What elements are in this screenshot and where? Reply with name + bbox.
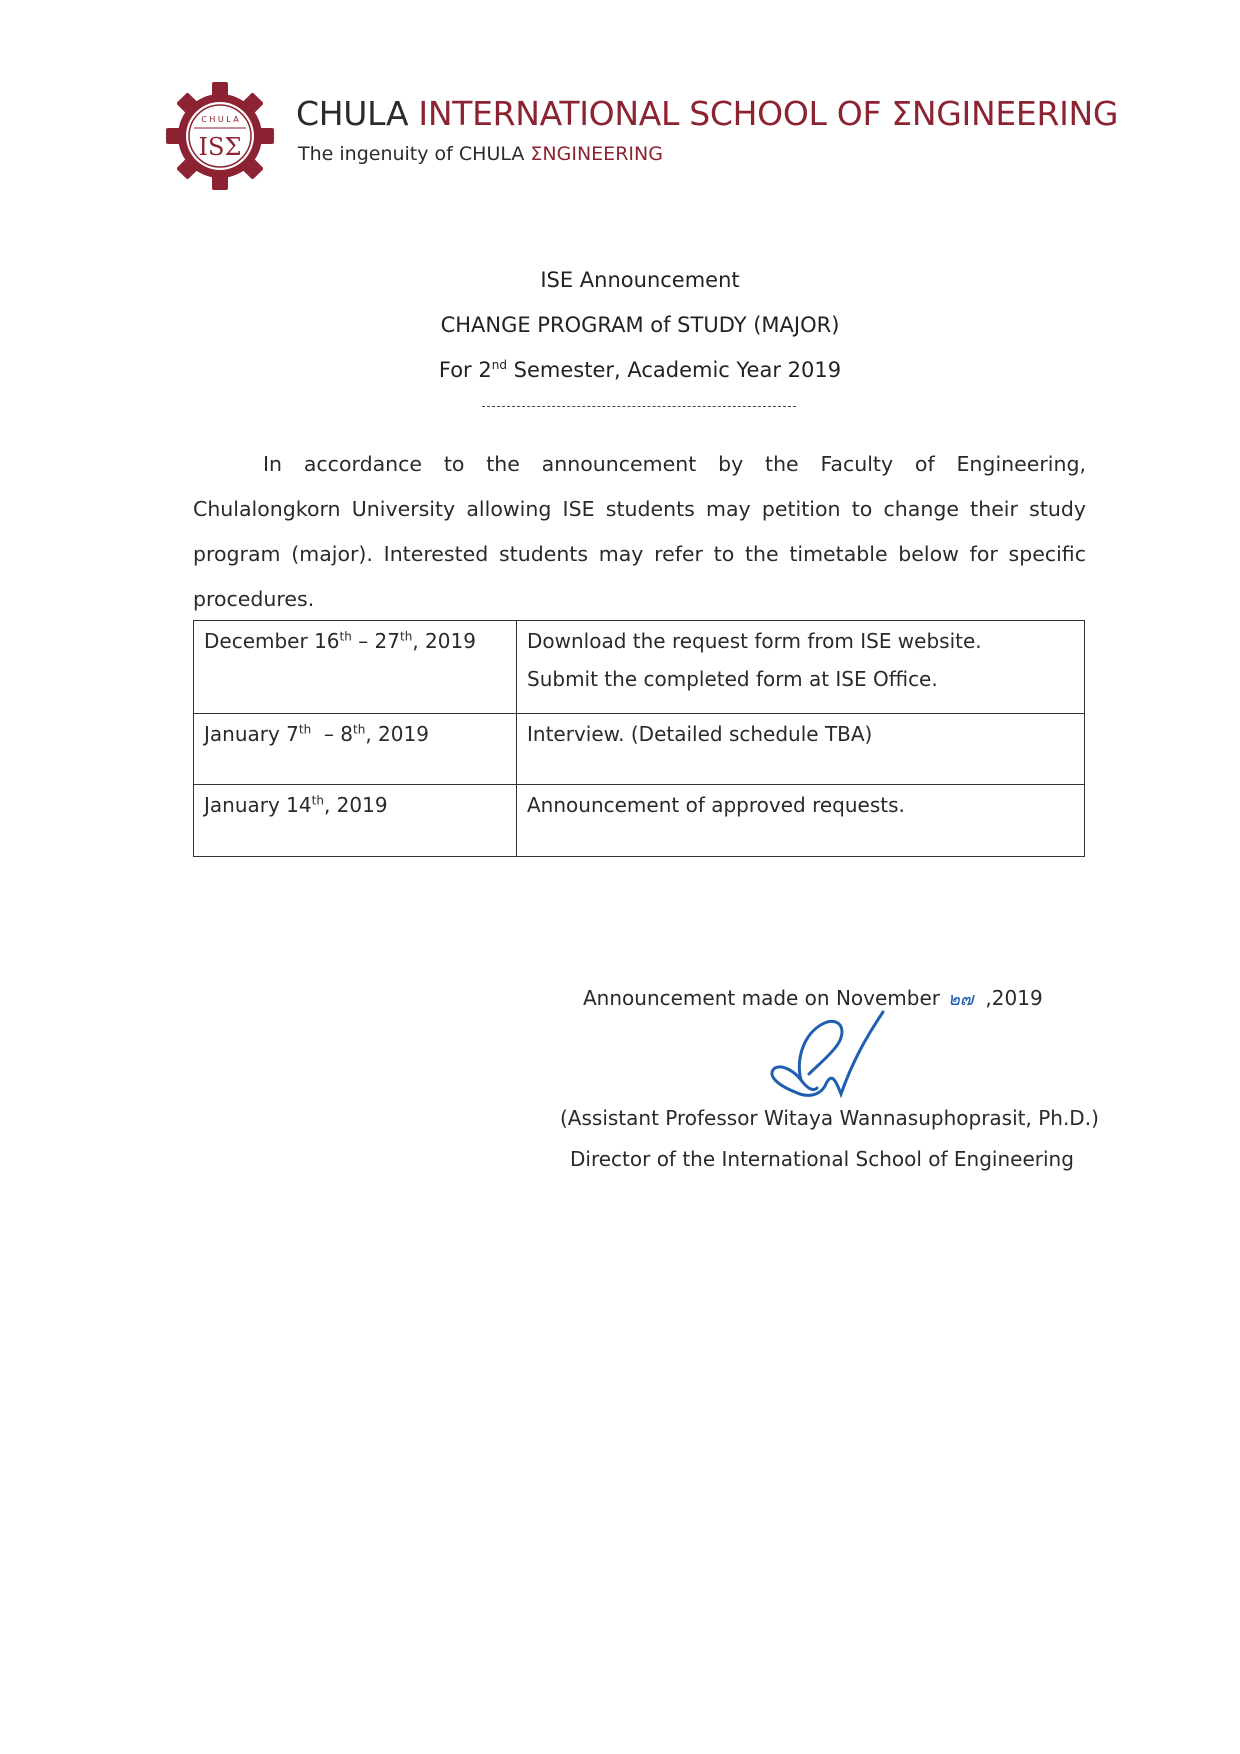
announcement-body: In accordance to the announcement by the Faculty of Engineering, Chulalongkorn University allowing ISE students may petition to change their study program (major). Interested students may refer to the timetable below for specific procedures.	[193, 452, 1086, 611]
date-year: ,2019	[985, 986, 1043, 1010]
date-sup: th	[400, 629, 413, 644]
signer-title: Director of the International School of Engineering	[570, 1147, 1074, 1171]
activity-text: Interview. (Detailed schedule TBA)	[527, 722, 873, 746]
handwritten-day: ๒๗	[948, 989, 974, 1010]
date-sup: th	[311, 793, 324, 808]
date-text: , 2019	[412, 629, 476, 653]
date-sup: th	[298, 722, 312, 737]
tagline-prefix: The ingenuity of CHULA	[298, 143, 531, 165]
table-cell-activity	[517, 785, 1085, 857]
date-text: – 27	[351, 629, 401, 653]
table-cell-date	[194, 621, 517, 714]
institution-title	[296, 94, 1118, 133]
date-prefix: Announcement made on November	[583, 986, 940, 1010]
tagline-brand: ΣNGINEERING	[530, 143, 663, 165]
table-cell-activity	[517, 714, 1085, 785]
ise-gear-logo-icon	[166, 82, 274, 190]
heading-divider	[482, 406, 796, 407]
table-cell-date	[194, 714, 517, 785]
date-text: , 2019	[365, 722, 429, 746]
emblem-top-text: C H U L A	[201, 115, 239, 124]
term-prefix: For 2	[438, 358, 492, 382]
date-text: , 2019	[323, 793, 388, 817]
date-text: – 8	[311, 722, 354, 746]
date-sup: th	[339, 629, 352, 644]
institution-title-prefix: CHULA	[296, 94, 419, 133]
institution-title-main: INTERNATIONAL SCHOOL OF ΣNGINEERING	[418, 94, 1119, 133]
date-text: December 16	[204, 629, 340, 653]
table-row	[194, 621, 1085, 714]
signer-name: (Assistant Professor Witaya Wannasuphoprasit, Ph.D.)	[560, 1106, 1099, 1130]
table-cell-date	[194, 785, 517, 857]
activity-text: Submit the completed form at ISE Office.	[527, 667, 938, 691]
date-text: January 7	[204, 722, 299, 746]
table-row	[194, 714, 1085, 785]
table-row	[194, 785, 1085, 857]
announcement-heading: ISE Announcement	[540, 268, 740, 292]
date-text: January 14	[204, 793, 312, 817]
announcement-subject: CHANGE PROGRAM of STUDY (MAJOR)	[440, 313, 840, 337]
institution-tagline	[298, 143, 663, 165]
emblem-main-text: ISΣ	[198, 133, 242, 161]
handwritten-signature-icon	[755, 1008, 895, 1108]
term-sup: nd	[491, 358, 507, 372]
term-suffix: Semester, Academic Year 2019	[506, 358, 842, 382]
announcement-term	[0, 358, 1240, 382]
timetable	[193, 620, 1085, 857]
date-sup: th	[353, 722, 366, 737]
table-cell-activity	[517, 621, 1085, 714]
activity-text: Announcement of approved requests.	[527, 793, 905, 817]
activity-text: Download the request form from ISE website.	[527, 629, 982, 653]
